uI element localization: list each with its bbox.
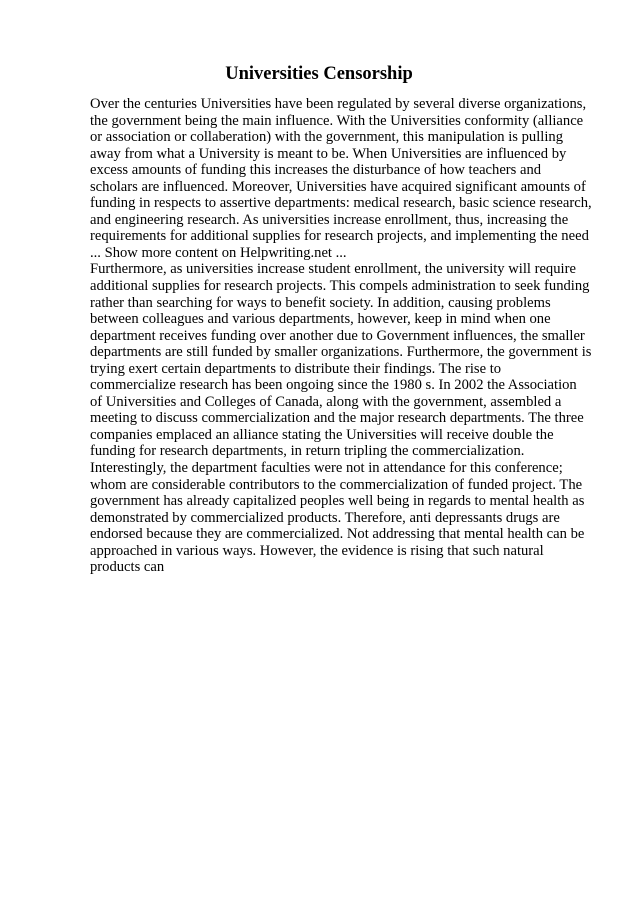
body-line: demonstrated by commercialized products. Therefore, anti depressants drugs are bbox=[90, 509, 560, 526]
show-more-link[interactable]: ... Show more content on Helpwriting.net ... bbox=[90, 244, 347, 261]
body-line: between colleagues and various departments, however, keep in mind when one bbox=[90, 311, 551, 328]
document-title: Universities Censorship bbox=[225, 64, 413, 84]
body-line: and engineering research. As universities increase enrollment, thus, increasing the bbox=[90, 211, 569, 228]
body-line: endorsed because they are commercialized. Not addressing that mental health can be bbox=[90, 526, 585, 543]
body-line: companies emplaced an alliance stating the Universities will receive double the bbox=[90, 426, 554, 443]
body-line: the government being the main influence. With the Universities conformity (alliance bbox=[90, 112, 584, 129]
body-line: approached in various ways. However, the evidence is rising that such natural bbox=[90, 542, 544, 559]
body-line: trying exert certain departments to distribute their findings. The rise to bbox=[90, 360, 502, 377]
body-line: of Universities and Colleges of Canada, along with the government, assembled a bbox=[90, 393, 562, 410]
body-line: funding for research departments, in return tripling the commercialization. bbox=[90, 443, 525, 460]
body-line: funding in respects to assertive departments: medical research, basic science research, bbox=[90, 195, 592, 212]
body-line: Interestingly, the department faculties were not in attendance for this conference; bbox=[90, 460, 563, 477]
body-line: away from what a University is meant to be. When Universities are influenced by bbox=[90, 145, 567, 162]
body-line: commercialize research has been ongoing since the 1980 s. In 2002 the Association bbox=[90, 377, 577, 394]
body-line: Over the centuries Universities have been regulated by several diverse organizations, bbox=[90, 96, 587, 112]
body-line: requirements for additional supplies for research projects, and implementing the need bbox=[90, 228, 589, 245]
body-line: rather than searching for ways to benefit society. In addition, causing problems bbox=[90, 294, 551, 311]
body-line: excess amounts of funding this increases the disturbance of how teachers and bbox=[90, 162, 542, 179]
body-line: products can bbox=[90, 559, 165, 576]
body-line: scholars are influenced. Moreover, Universities have acquired significant amounts of bbox=[90, 178, 586, 195]
body-line: meeting to discuss commercialization and the major research departments. The three bbox=[90, 410, 584, 427]
body-line: government has already capitalized peoples well being in regards to mental health as bbox=[90, 493, 585, 510]
body-line: additional supplies for research projects. This compels administration to seek funding bbox=[90, 278, 590, 295]
document-body bbox=[90, 96, 600, 576]
body-line: Furthermore, as universities increase student enrollment, the university will require bbox=[90, 261, 576, 278]
body-line: whom are considerable contributors to the commercialization of funded project. The bbox=[90, 476, 583, 493]
body-line: department receives funding over another due to Government influences, the smaller bbox=[90, 327, 585, 344]
body-line: or association or collaberation) with the government, this manipulation is pulling bbox=[90, 129, 563, 146]
body-line: departments are still funded by smaller organizations. Furthermore, the government is bbox=[90, 344, 592, 361]
